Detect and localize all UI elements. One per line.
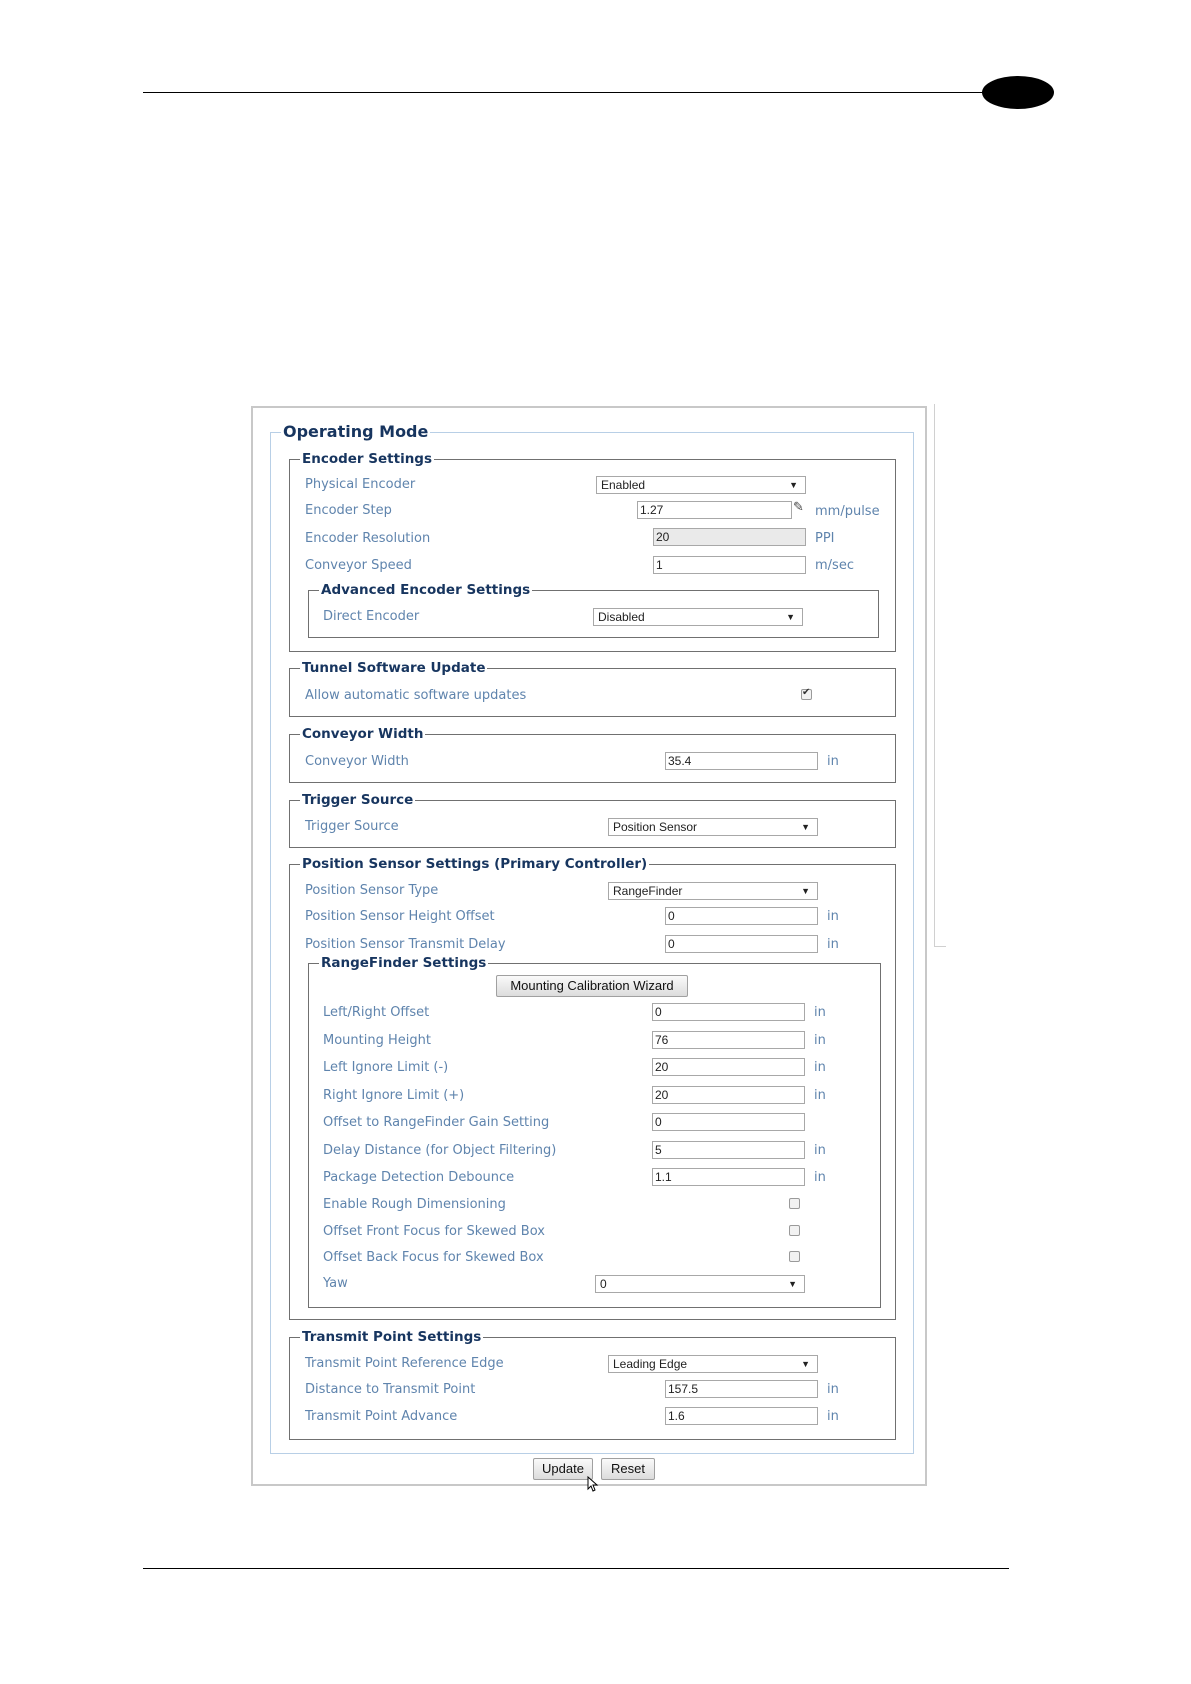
right-ignore-limit-label: Right Ignore Limit (+) [323,1088,465,1103]
dropdown-arrow-icon: ▼ [801,822,810,832]
height-offset-input[interactable]: 0 [665,907,818,925]
gain-offset-label: Offset to RangeFinder Gain Setting [323,1115,550,1130]
update-button[interactable]: Update [533,1458,593,1480]
trigger-source-legend: Trigger Source [302,792,414,808]
transmit-delay-unit: in [827,937,839,952]
rangefinder-legend: RangeFinder Settings [321,955,487,971]
transmit-delay-label: Position Sensor Transmit Delay [305,937,506,952]
transmit-advance-unit: in [827,1409,839,1424]
position-sensor-type-select[interactable]: RangeFinder ▼ [608,882,818,900]
encoder-resolution-label: Encoder Resolution [305,531,431,546]
delay-distance-input[interactable]: 5 [652,1141,805,1159]
encoder-step-unit: mm/pulse [815,504,880,519]
transmit-delay-input[interactable]: 0 [665,935,818,953]
reference-edge-select[interactable]: Leading Edge ▼ [608,1355,818,1373]
conveyor-width-unit: in [827,754,839,769]
operating-mode-legend: Operating Mode [283,422,429,441]
height-offset-unit: in [827,909,839,924]
dropdown-arrow-icon: ▼ [788,1279,797,1289]
trigger-source-label: Trigger Source [305,819,399,834]
right-ignore-limit-input[interactable]: 20 [652,1086,805,1104]
reset-button[interactable]: Reset [601,1458,655,1480]
advanced-encoder-legend: Advanced Encoder Settings [321,582,531,598]
transmit-distance-label: Distance to Transmit Point [305,1382,476,1397]
dropdown-arrow-icon: ▼ [801,1359,810,1369]
mounting-height-unit: in [814,1033,826,1048]
detection-debounce-label: Package Detection Debounce [323,1170,515,1185]
detection-debounce-input[interactable]: 1.1 [652,1168,805,1186]
position-sensor-legend: Position Sensor Settings (Primary Controller) [302,856,648,872]
pencil-icon[interactable]: ✎ [793,500,804,515]
reference-edge-label: Transmit Point Reference Edge [305,1356,504,1371]
conveyor-speed-input[interactable]: 1 [653,556,806,574]
encoder-resolution-input: 20 [653,528,806,546]
conveyor-speed-unit: m/sec [815,558,854,573]
mounting-height-input[interactable]: 76 [652,1031,805,1049]
delay-distance-label: Delay Distance (for Object Filtering) [323,1143,557,1158]
conveyor-width-legend: Conveyor Width [302,726,424,742]
encoder-step-input[interactable]: 1.27 [637,501,792,519]
physical-encoder-select[interactable]: Enabled ▼ [596,476,806,494]
footer-rule [143,1568,1009,1569]
rough-dimensioning-checkbox[interactable] [789,1198,800,1209]
dropdown-arrow-icon: ▼ [789,480,798,490]
direct-encoder-label: Direct Encoder [323,609,420,624]
left-ignore-limit-label: Left Ignore Limit (-) [323,1060,449,1075]
transmit-point-legend: Transmit Point Settings [302,1329,482,1345]
left-right-offset-label: Left/Right Offset [323,1005,430,1020]
conveyor-speed-label: Conveyor Speed [305,558,412,573]
left-right-offset-input[interactable]: 0 [652,1003,805,1021]
right-ignore-limit-unit: in [814,1088,826,1103]
detection-debounce-unit: in [814,1170,826,1185]
auto-update-label: Allow automatic software updates [305,688,527,703]
screenshot-edge [934,404,935,947]
height-offset-label: Position Sensor Height Offset [305,909,495,924]
mounting-height-label: Mounting Height [323,1033,431,1048]
mouse-cursor-icon [587,1476,599,1492]
back-focus-checkbox[interactable] [789,1251,800,1262]
conveyor-width-input[interactable]: 35.4 [665,752,818,770]
dropdown-arrow-icon: ▼ [801,886,810,896]
delay-distance-unit: in [814,1143,826,1158]
position-sensor-type-label: Position Sensor Type [305,883,439,898]
auto-update-checkbox[interactable] [801,689,812,700]
mounting-calibration-wizard-button[interactable]: Mounting Calibration Wizard [496,975,688,997]
direct-encoder-select[interactable]: Disabled ▼ [593,608,803,626]
rough-dimensioning-label: Enable Rough Dimensioning [323,1197,506,1212]
screenshot-edge-foot [934,946,946,947]
left-ignore-limit-unit: in [814,1060,826,1075]
back-focus-label: Offset Back Focus for Skewed Box [323,1250,544,1265]
encoder-step-label: Encoder Step [305,503,392,518]
yaw-select[interactable]: 0 ▼ [595,1275,805,1293]
transmit-advance-input[interactable]: 1.6 [665,1407,818,1425]
front-focus-checkbox[interactable] [789,1225,800,1236]
left-right-offset-unit: in [814,1005,826,1020]
physical-encoder-label: Physical Encoder [305,477,416,492]
transmit-distance-input[interactable]: 157.5 [665,1380,818,1398]
tunnel-update-legend: Tunnel Software Update [302,660,486,676]
front-focus-label: Offset Front Focus for Skewed Box [323,1224,545,1239]
trigger-source-select[interactable]: Position Sensor ▼ [608,818,818,836]
encoder-settings-legend: Encoder Settings [302,451,433,467]
left-ignore-limit-input[interactable]: 20 [652,1058,805,1076]
yaw-label: Yaw [323,1276,348,1291]
chapter-tab-marker [982,76,1054,109]
encoder-resolution-unit: PPI [815,531,835,546]
gain-offset-input[interactable]: 0 [652,1113,805,1131]
transmit-distance-unit: in [827,1382,839,1397]
transmit-advance-label: Transmit Point Advance [305,1409,458,1424]
conveyor-width-label: Conveyor Width [305,754,409,769]
dropdown-arrow-icon: ▼ [786,612,795,622]
header-rule [143,92,1048,93]
